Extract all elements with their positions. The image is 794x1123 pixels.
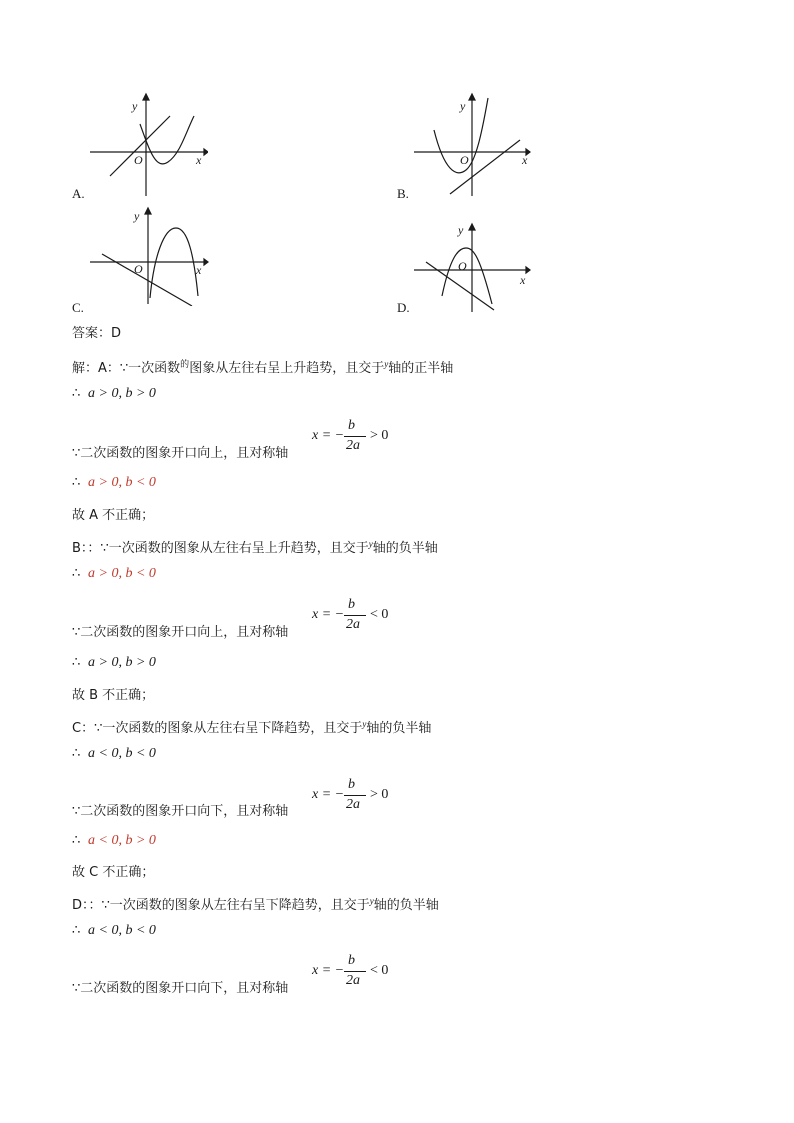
svg-text:x: x [520, 273, 526, 287]
solution-c-linear: C：∵一次函数的图象从左往右呈下降趋势，且交于$^y$轴的负半轴 [72, 719, 432, 736]
solution-a-conclusion-2: ∴ a > 0, b < 0 [72, 475, 156, 490]
svg-text:y: y [132, 99, 138, 113]
solution-d-linear: D：：∵一次函数的图象从左往右呈下降趋势，且交于$^y$轴的负半轴 [72, 896, 439, 913]
option-a-label: A. [72, 186, 85, 201]
svg-text:y: y [134, 209, 140, 223]
graph-b [410, 92, 534, 200]
solution-b-quadratic: ∵二次函数的图象开口向上，且对称轴 [72, 625, 289, 640]
solution-b-linear: B：：∵一次函数的图象从左往右呈上升趋势，且交于$^y$轴的负半轴 [72, 539, 438, 556]
parabola-curve [140, 116, 194, 164]
svg-text:y: y [460, 99, 466, 113]
svg-text:O: O [134, 262, 143, 276]
graph-a [88, 92, 208, 200]
solution-a-conclusion-1: ∴ a > 0, b > 0 [72, 386, 156, 401]
option-c-label: C. [72, 300, 84, 315]
option-b-label: B. [397, 186, 409, 201]
graph-c [88, 206, 212, 306]
solution-c-conclusion-2: ∴ a < 0, b > 0 [72, 833, 156, 848]
svg-text:O: O [458, 259, 467, 273]
graph-d [410, 218, 534, 314]
solution-b-verdict: 故 B 不正确； [72, 688, 155, 703]
svg-text:y: y [458, 223, 464, 237]
solution-a-verdict: 故 A 不正确； [72, 508, 155, 523]
svg-text:x: x [196, 153, 202, 167]
parabola-curve [442, 248, 492, 304]
solution-c-verdict: 故 C 不正确； [72, 865, 155, 880]
linear-line [450, 140, 520, 194]
solution-c-conclusion-1: ∴ a < 0, b < 0 [72, 746, 156, 761]
solution-b-conclusion-1: ∴ a > 0, b < 0 [72, 566, 156, 581]
answer-line: 答案：D [72, 326, 122, 341]
parabola-curve [150, 228, 198, 298]
svg-text:x: x [196, 263, 202, 277]
svg-text:x: x [522, 153, 528, 167]
solution-d-quadratic: ∵二次函数的图象开口向下，且对称轴 [72, 981, 289, 996]
solution-b-conclusion-2: ∴ a > 0, b > 0 [72, 655, 156, 670]
solution-a-linear: 解：A：∵一次函数$^的$图象从左往右呈上升趋势，且交于$^y$轴的正半轴 [72, 359, 454, 376]
solution-a-quadratic: ∵二次函数的图象开口向上，且对称轴 [72, 446, 289, 461]
svg-text:O: O [134, 153, 143, 167]
option-d-label: D. [397, 300, 410, 315]
solution-c-quadratic: ∵二次函数的图象开口向下，且对称轴 [72, 804, 289, 819]
solution-d-conclusion-1: ∴ a < 0, b < 0 [72, 923, 156, 938]
svg-text:O: O [460, 153, 469, 167]
